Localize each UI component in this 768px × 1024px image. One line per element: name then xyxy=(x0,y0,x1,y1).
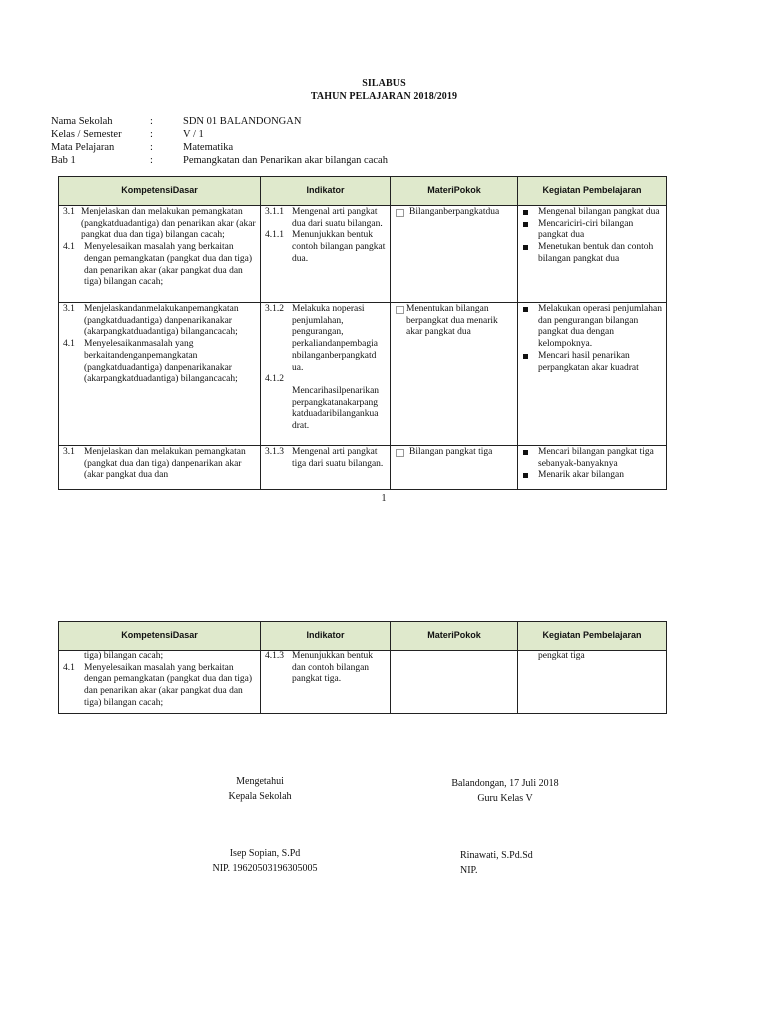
kd-number: 3.1 xyxy=(63,447,75,457)
kd-item xyxy=(63,447,257,482)
materi-cell xyxy=(391,446,518,490)
kd-text-continued: tiga) bilangan cacah; xyxy=(84,651,164,661)
indikator-text: Menunjukkan bentuk contoh bilangan pangkat dua. xyxy=(292,230,386,264)
kegiatan-item xyxy=(522,219,663,242)
kd-item xyxy=(63,242,257,289)
kd-text: Menjelaskandanmelakukanpemangkatan (pangkatduadantiga) danpenarikanakar (akarpangkatduadantiga) bilangancacah; xyxy=(84,304,239,338)
academic-year: TAHUN PELAJARAN 2018/2019 xyxy=(310,91,458,102)
indikator-text: Mengenal arti pangkat dua dari suatu bilangan. xyxy=(292,207,383,229)
principal-title: Kepala Sekolah xyxy=(228,791,292,802)
column-header-kegiatan: Kegiatan Pembelajaran xyxy=(518,177,667,206)
kd-text: Menyelesaikan masalah yang berkaitan dengan pemangkatan (pangkat dua dan tiga) dan penarikan akar (akar pangkat dua dan tiga) bilangan cacah; xyxy=(84,242,253,288)
bullet-icon xyxy=(523,307,528,312)
indikator-number: 3.1.1 xyxy=(265,207,284,217)
document-title: SILABUS xyxy=(362,78,406,89)
meta-colon: : xyxy=(150,142,153,153)
column-header-indikator: Indikator xyxy=(261,622,391,651)
kd-text: Menyelesaikan masalah yang berkaitan dengan pemangkatan (pangkat dua dan tiga) dan penarikan akar (akar pangkat dua dan tiga) bilangan cacah; xyxy=(84,662,253,708)
kd-number: 4.1 xyxy=(63,662,75,673)
column-header-kd: KompetensiDasar xyxy=(59,622,261,651)
kd-number: 3.1 xyxy=(63,207,75,217)
checkbox-icon xyxy=(396,209,404,217)
identity-block xyxy=(51,115,388,167)
meta-row-class xyxy=(51,128,388,141)
indikator-text: Mengenal arti pangkat tiga dari suatu bilangan. xyxy=(292,447,384,469)
bullet-icon xyxy=(523,222,528,227)
bullet-icon xyxy=(523,450,528,455)
indikator-number: 4.1.3 xyxy=(265,651,284,661)
table-header-row xyxy=(59,177,667,206)
indikator-item xyxy=(265,651,387,686)
indikator-number: 4.1.1 xyxy=(265,230,284,241)
acknowledged-label: Mengetahui xyxy=(236,776,284,787)
indikator-text: Mencarihasilpenarikan perpangkatanakarpang katduadaribilangankua drat. xyxy=(292,385,380,432)
meta-colon: : xyxy=(150,116,153,127)
kegiatan-cell xyxy=(518,206,667,303)
teacher-nip: NIP. xyxy=(460,865,478,876)
checkbox-icon xyxy=(396,449,404,457)
table-row xyxy=(59,303,667,446)
meta-row-school xyxy=(51,115,388,128)
teacher-title: Guru Kelas V xyxy=(477,793,533,804)
kegiatan-item xyxy=(522,351,663,374)
materi-text: Menentukan bilangan berpangkat dua menarik akar pangkat dua xyxy=(406,304,498,338)
meta-row-subject xyxy=(51,141,388,154)
column-header-kegiatan: Kegiatan Pembelajaran xyxy=(518,622,667,651)
kd-text: Menjelaskan dan melakukan pemangkatan (pangkat dua dan tiga) danpenarikan akar (akar pangkat dua dan xyxy=(84,447,246,481)
kd-item xyxy=(63,339,257,386)
indikator-cell xyxy=(261,651,391,714)
kegiatan-item xyxy=(522,470,663,482)
kd-number: 4.1 xyxy=(63,339,75,350)
page-number: 1 xyxy=(381,493,387,504)
materi-text: Bilanganberpangkatdua xyxy=(409,207,500,217)
kd-text: Menjelaskan dan melakukan pemangkatan (pangkatduadantiga) dan penarikan akar (akar pangkat dua dan tiga) bilangan cacah; xyxy=(81,207,256,241)
kegiatan-item xyxy=(522,207,663,219)
kegiatan-item xyxy=(522,447,663,470)
kegiatan-text: Mencari hasil penarikan perpangkatan akar kuadrat xyxy=(538,350,639,373)
kegiatan-cell xyxy=(518,303,667,446)
signature-left-block xyxy=(200,774,320,804)
indikator-item xyxy=(265,207,387,230)
meta-label: Bab 1 xyxy=(51,155,76,166)
kegiatan-text-continued: pengkat tiga xyxy=(538,651,585,661)
meta-value: Matematika xyxy=(183,142,234,153)
table-row xyxy=(59,206,667,303)
kegiatan-text: Mencari bilangan pangkat tiga sebanyak-banyaknya xyxy=(538,447,654,469)
indikator-text: Melakuka noperasi penjumlahan, pengurangan, perkaliandanpembagia nbilanganberpangkatd ua. xyxy=(292,304,378,373)
materi-item xyxy=(395,304,514,339)
column-header-kd: KompetensiDasar xyxy=(59,177,261,206)
kd-cell xyxy=(59,303,261,446)
table-row xyxy=(59,446,667,490)
kegiatan-text: Melakukan operasi penjumlahan dan pengurangan bilangan pangkat dua dengan kelompoknya. xyxy=(538,304,662,350)
meta-label: Kelas / Semester xyxy=(51,129,122,140)
kegiatan-item xyxy=(522,304,663,351)
kd-number: 3.1 xyxy=(63,304,75,314)
column-header-materi: MateriPokok xyxy=(391,622,518,651)
indikator-item xyxy=(265,304,387,374)
meta-row-chapter xyxy=(51,154,388,167)
kegiatan-text: Mencariciri-ciri bilangan pangkat dua xyxy=(538,218,634,241)
kegiatan-text: Menetukan bentuk dan contoh bilangan pangkat dua xyxy=(538,242,654,264)
bullet-icon xyxy=(523,473,528,478)
meta-colon: : xyxy=(150,129,153,140)
meta-value: Pemangkatan dan Penarikan akar bilangan cacah xyxy=(183,155,388,166)
kd-number: 4.1 xyxy=(63,242,75,253)
materi-cell xyxy=(391,303,518,446)
indikator-item xyxy=(265,230,387,265)
signature-left-name-block xyxy=(190,846,340,876)
syllabus-table-continued xyxy=(58,621,667,714)
bullet-icon xyxy=(523,210,528,215)
indikator-cell xyxy=(261,206,391,303)
kd-item xyxy=(63,304,257,339)
materi-item xyxy=(395,207,514,219)
indikator-number: 4.1.2 xyxy=(265,374,284,385)
indikator-cell xyxy=(261,446,391,490)
kegiatan-cell xyxy=(518,446,667,490)
teacher-name: Rinawati, S.Pd.Sd xyxy=(460,850,533,861)
materi-cell xyxy=(391,206,518,303)
meta-label: Nama Sekolah xyxy=(51,116,113,127)
indikator-number: 3.1.2 xyxy=(265,304,284,314)
table-row xyxy=(59,651,667,714)
bullet-icon xyxy=(523,354,528,359)
kegiatan-cell xyxy=(518,651,667,714)
table-header-row xyxy=(59,622,667,651)
indikator-text: Menunjukkan bentuk dan contoh bilangan pangkat tiga. xyxy=(292,651,374,685)
syllabus-table xyxy=(58,176,667,490)
indikator-cell xyxy=(261,303,391,446)
kegiatan-item xyxy=(522,242,663,265)
signature-right-name-block xyxy=(460,848,533,878)
meta-label: Mata Pelajaran xyxy=(51,142,115,153)
meta-value: SDN 01 BALANDONGAN xyxy=(183,116,302,127)
indikator-item xyxy=(265,447,387,470)
kegiatan-text: Mengenal bilangan pangkat dua xyxy=(538,207,660,217)
kd-item xyxy=(63,663,257,710)
indikator-number: 3.1.3 xyxy=(265,447,284,457)
principal-nip: NIP. 19620503196305005 xyxy=(212,863,318,874)
meta-colon: : xyxy=(150,155,153,166)
materi-cell xyxy=(391,651,518,714)
kd-cell xyxy=(59,206,261,303)
materi-text: Bilangan pangkat tiga xyxy=(409,447,493,457)
principal-name: Isep Sopian, S.Pd xyxy=(229,848,301,859)
meta-value: V / 1 xyxy=(183,129,204,140)
kd-cell xyxy=(59,446,261,490)
kd-cell xyxy=(59,651,261,714)
column-header-materi: MateriPokok xyxy=(391,177,518,206)
bullet-icon xyxy=(523,245,528,250)
checkbox-icon xyxy=(396,306,404,314)
signature-right-block xyxy=(440,776,570,806)
kd-text: Menyelesaikanmasalah yang berkaitandenganpemangkatan (pangkatduadantiga) danpenarikanakar (akarpangkatduadantiga) bilangancacah; xyxy=(84,339,238,385)
indikator-item xyxy=(265,374,387,433)
kd-item xyxy=(63,207,257,242)
column-header-indikator: Indikator xyxy=(261,177,391,206)
materi-item xyxy=(395,447,514,459)
place-date: Balandongan, 17 Juli 2018 xyxy=(451,778,559,789)
kegiatan-text: Menarik akar bilangan xyxy=(538,470,624,481)
